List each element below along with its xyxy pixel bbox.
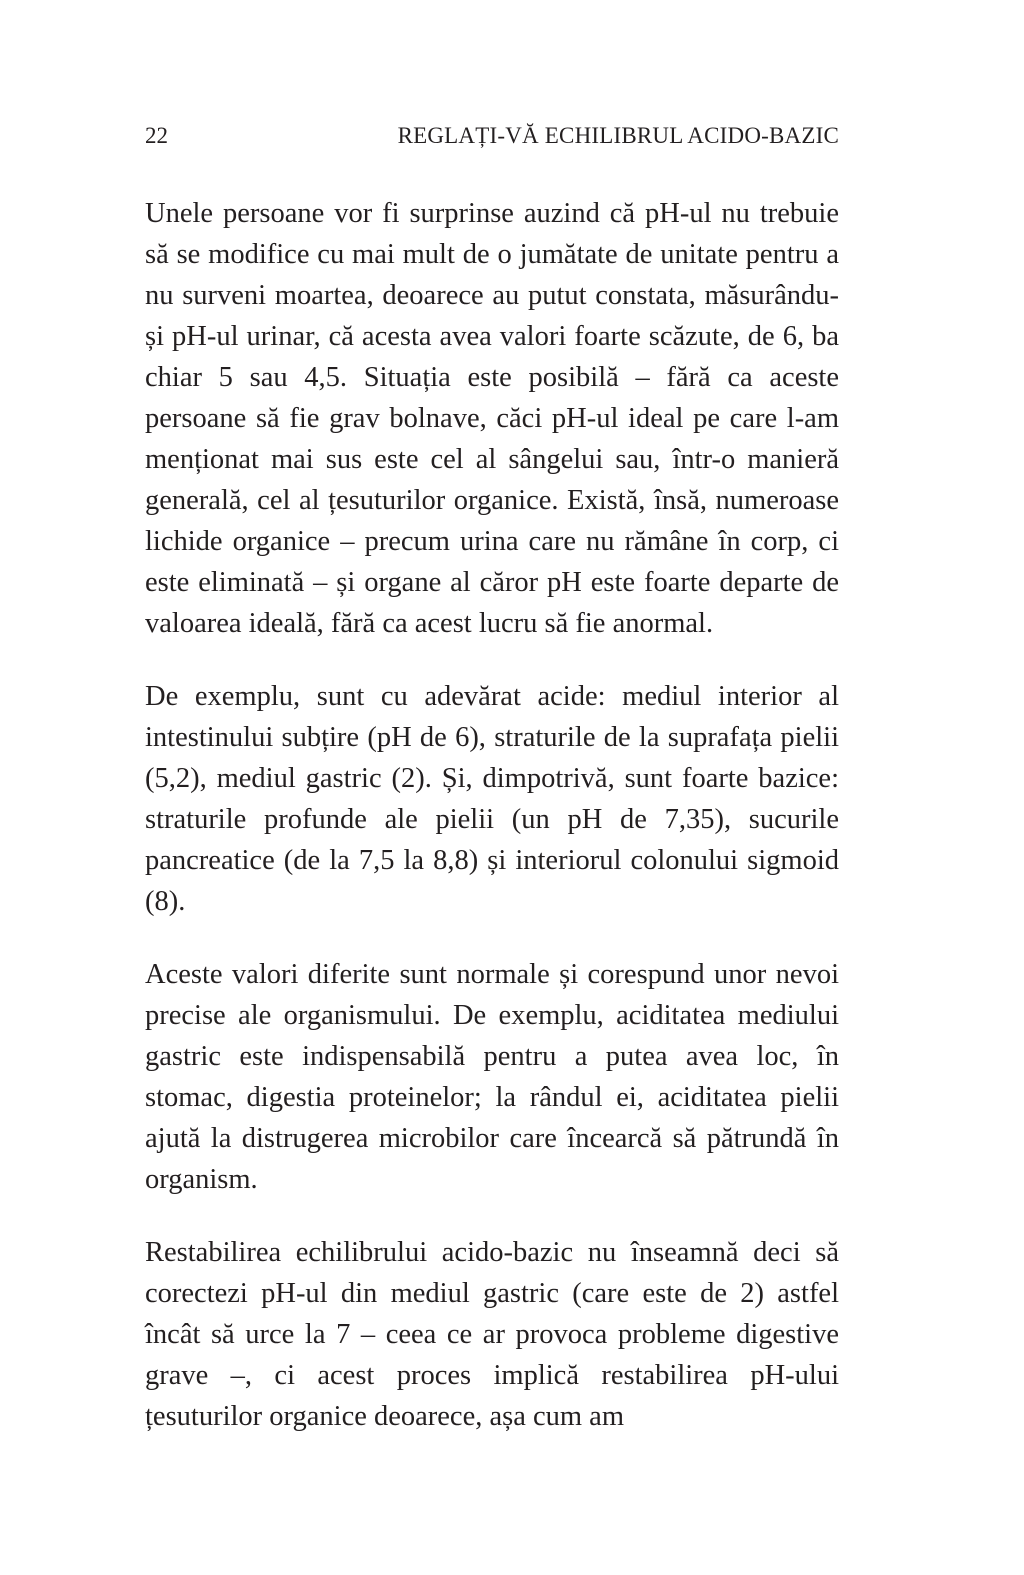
paragraph: Restabilirea echilibrului acido-bazic nu înseamnă deci să corectezi pH-ul din mediul gastric (care este de 2) astfel încât să urce la 7 – ceea ce ar provoca probleme digestive grave –, ci acest proces implică restabilirea pH-ului țesuturilor organice deoarece, așa cum am <box>145 1237 839 1432</box>
body-text <box>145 193 839 1437</box>
paragraph: Unele persoane vor fi surprinse auzind că pH-ul nu trebuie să se modifice cu mai mult de o jumătate de unitate pentru a nu surveni moartea, deoarece au putut constata, măsurându-și pH-ul urinar, că acesta avea valori foarte scăzute, de 6, ba chiar 5 sau 4,5. Situația este posibilă – fără ca aceste persoane să fie grav bolnave, căci pH-ul ideal pe care l-am menționat mai sus este cel al sângelui sau, într-o manieră generală, cel al țesuturilor organice. Există, însă, numeroase lichide organice – precum urina care nu rămâne în corp, ci este eliminată – și organe al căror pH este foarte departe de valoarea ideală, fără ca acest lucru să fie anormal. <box>145 198 839 639</box>
page-number: 22 <box>145 123 168 148</box>
running-header <box>145 118 839 154</box>
running-title: REGLAȚI-VĂ ECHILIBRUL ACIDO-BAZIC <box>397 123 839 148</box>
paragraph: Aceste valori diferite sunt normale și corespund unor nevoi precise ale organismului. De exemplu, aciditatea mediului gastric este indispensabilă pentru a putea avea loc, în stomac, digestia proteinelor; la rândul ei, aciditatea pielii ajută la distrugerea microbilor care încearcă să pătrundă în organism. <box>145 959 839 1195</box>
paragraph: De exemplu, sunt cu adevărat acide: mediul interior al intestinului subțire (pH de 6), straturile de la suprafața pielii (5,2), mediul gastric (2). Și, dimpotrivă, sunt foarte bazice: straturile profunde ale pielii (un pH de 7,35), sucurile pancreatice (de la 7,5 la 8,8) și interiorul colonului sigmoid (8). <box>145 681 839 917</box>
